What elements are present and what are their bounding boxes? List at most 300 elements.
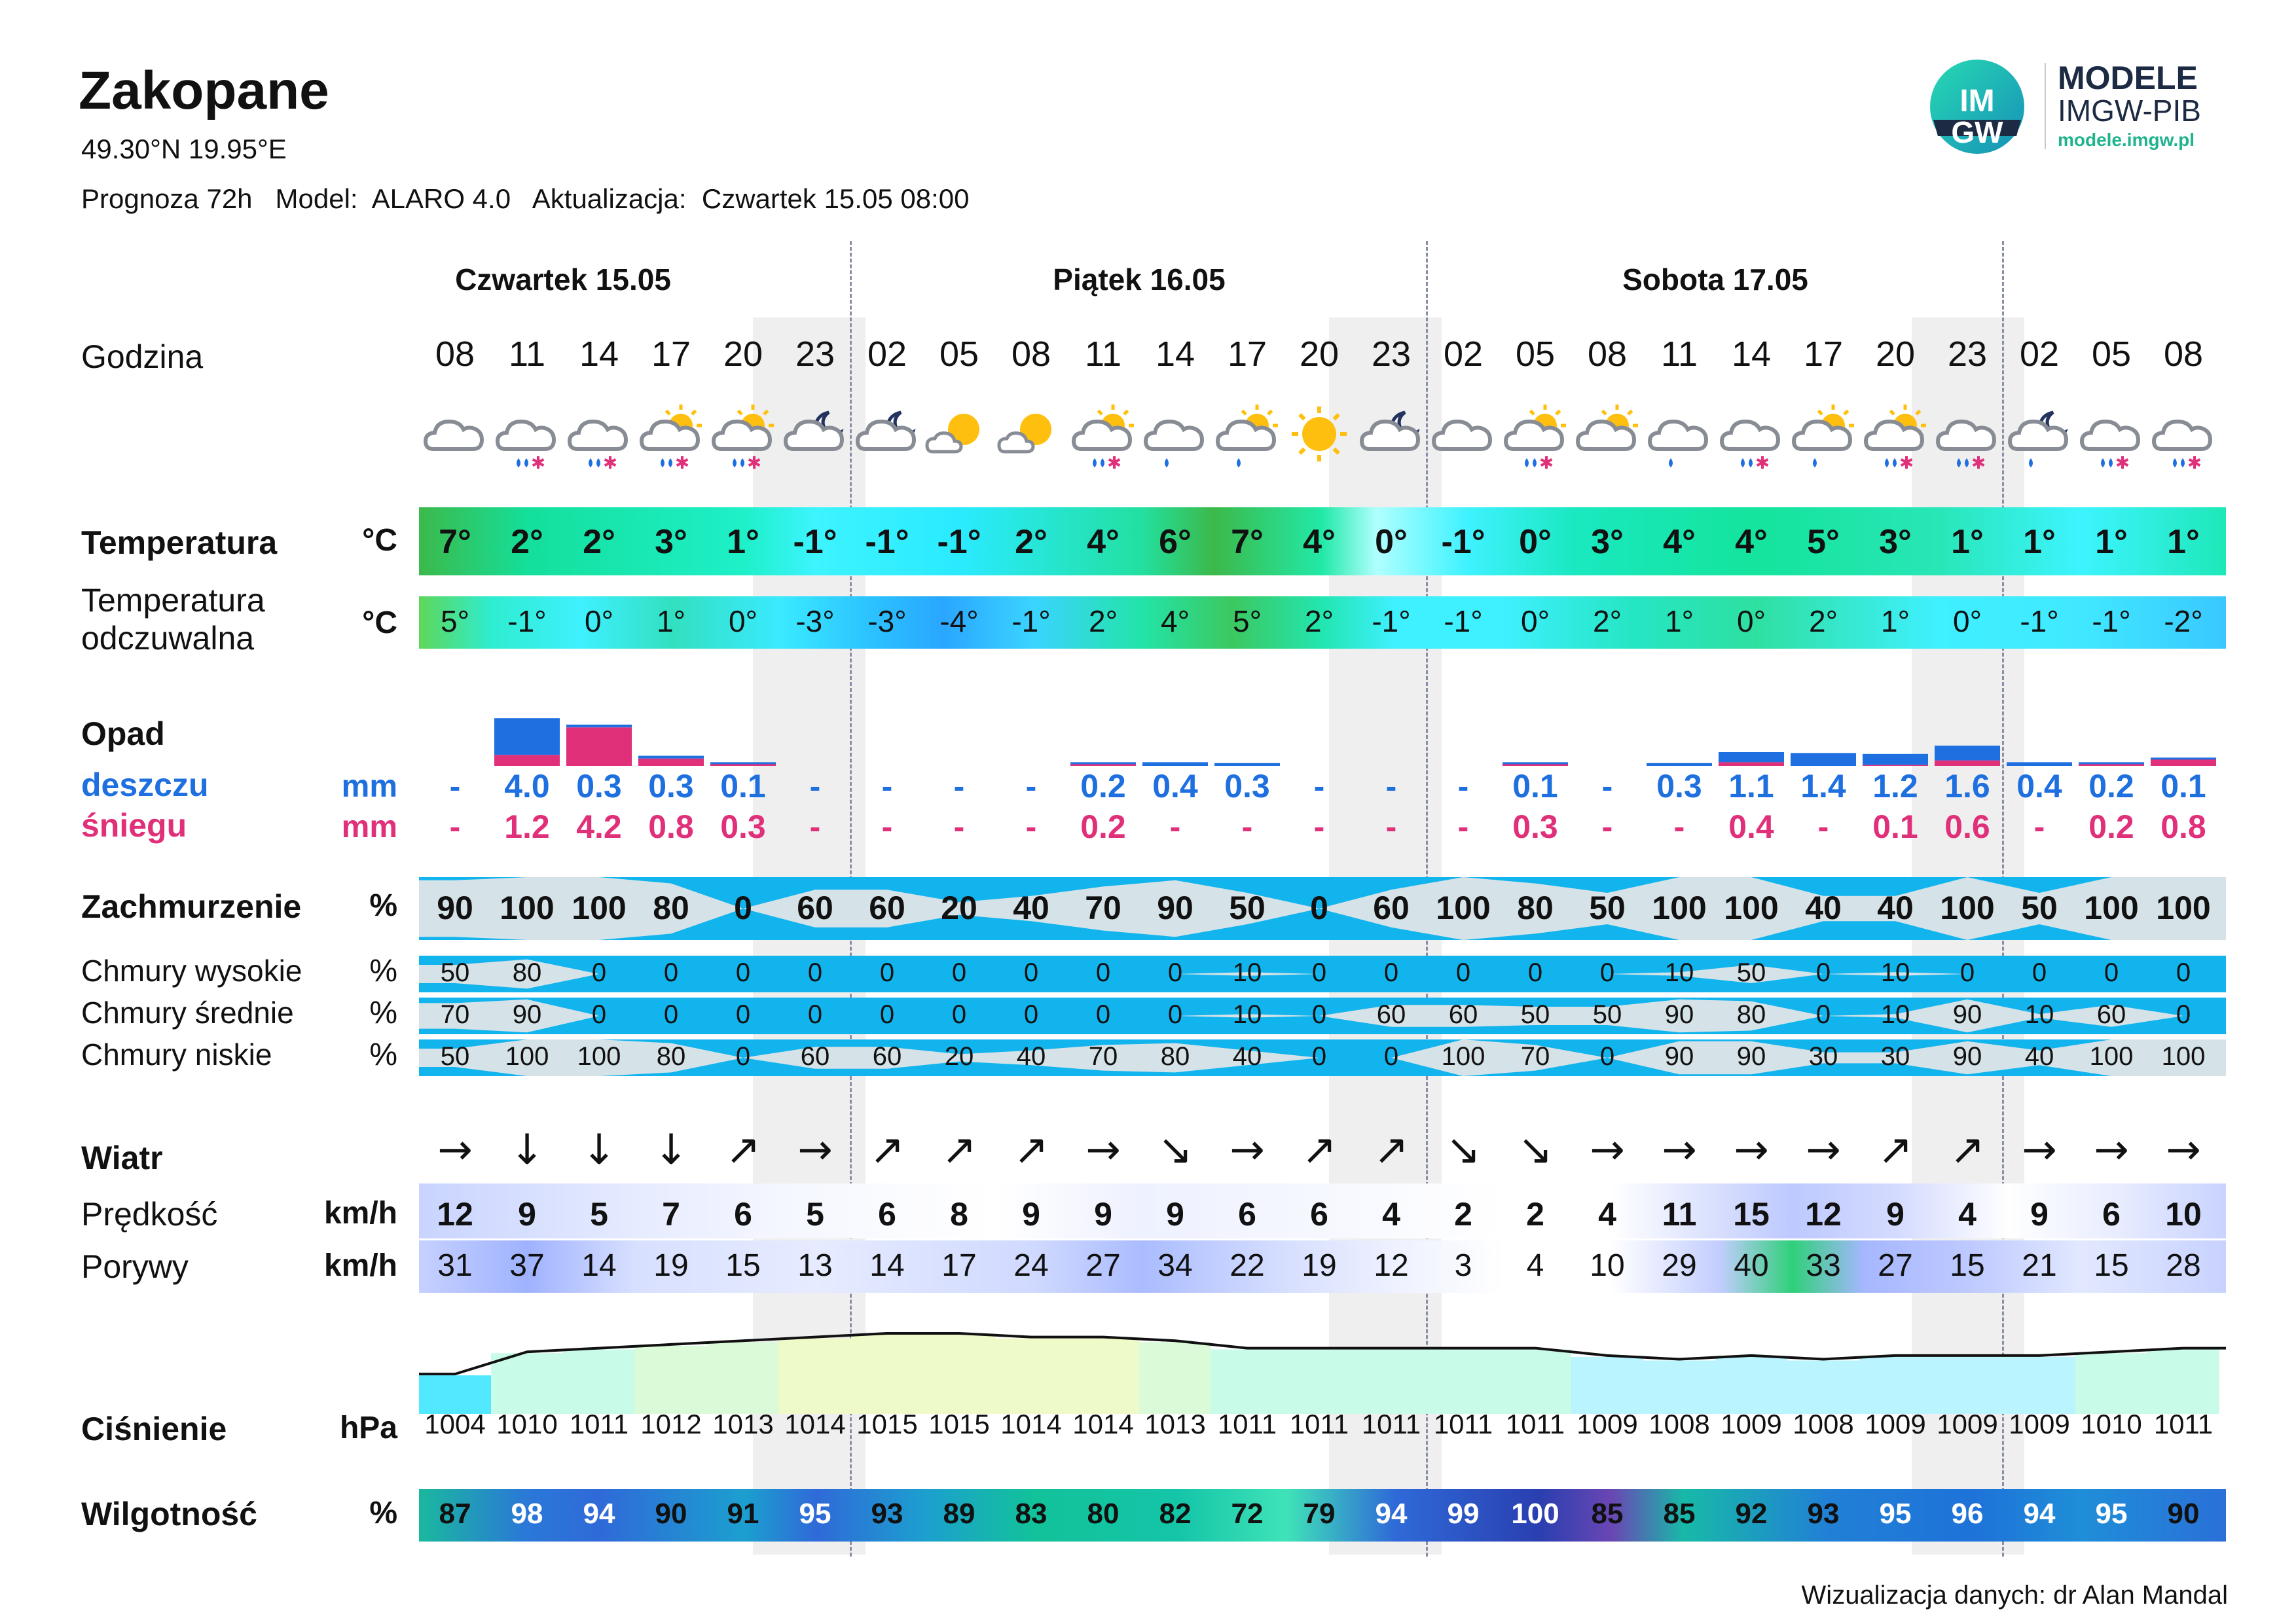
- wind-speed-value: 9: [1022, 1196, 1040, 1233]
- unit-temperatura: °C: [362, 523, 397, 558]
- wind-direction-icon: →: [2094, 1126, 2129, 1174]
- unit-predkosc: km/h: [323, 1196, 397, 1231]
- wind-direction-icon: ↗: [1878, 1126, 1913, 1174]
- rain-value: -: [1313, 768, 1325, 804]
- pressure-fill: [851, 1335, 923, 1414]
- hour-label: 17: [651, 334, 691, 374]
- cloud-total-value: 50: [1229, 890, 1266, 926]
- pressure-fill: [1571, 1357, 1643, 1414]
- wind-speed-value: 6: [878, 1196, 896, 1233]
- wind-gust-value: 3: [1454, 1248, 1472, 1283]
- cloud-mid-value: 80: [1736, 1000, 1766, 1029]
- wind-gust-value: 37: [509, 1248, 545, 1283]
- wind-direction-icon: →: [797, 1126, 833, 1174]
- label-wiatr: Wiatr: [81, 1140, 163, 1176]
- svg-text:✱: ✱: [603, 454, 617, 470]
- pressure-value: 1011: [2153, 1409, 2214, 1439]
- cloud-low-value: 50: [440, 1042, 470, 1071]
- wind-direction-icon: ↘: [1446, 1126, 1481, 1174]
- cloud-mid-value: 60: [2096, 1000, 2126, 1029]
- cloud-low-value: 60: [872, 1042, 902, 1071]
- rain-value: 0.4: [2016, 768, 2062, 804]
- feels-like-value: 0°: [585, 604, 613, 638]
- wind-speed-value: 10: [2165, 1196, 2202, 1233]
- wind-direction-icon: ↗: [941, 1126, 977, 1174]
- partly-sun-rain-snow-icon: [707, 398, 779, 470]
- feels-like-value: -3°: [795, 604, 835, 638]
- cloud-high-value: 50: [1736, 958, 1766, 987]
- wind-speed-value: 9: [1886, 1196, 1904, 1233]
- feels-like-value: 2°: [1593, 604, 1622, 638]
- svg-text:✱: ✱: [531, 454, 545, 470]
- wind-direction-icon: →: [2166, 1126, 2201, 1174]
- pressure-fill: [1931, 1357, 2003, 1414]
- cloud-high-value: 0: [1095, 958, 1111, 987]
- pressure-value: 1009: [1576, 1409, 1638, 1439]
- cloud-total-value: 40: [1013, 890, 1049, 926]
- feels-like-value: 5°: [441, 604, 469, 638]
- cloud-total-value: 0: [1310, 890, 1328, 926]
- partly-sun-icon: [1571, 398, 1643, 470]
- pressure-fill: [779, 1339, 851, 1414]
- wind-speed-value: 6: [734, 1196, 752, 1233]
- cloud-high-value: 0: [2032, 958, 2047, 987]
- humidity-value: 95: [2095, 1498, 2128, 1530]
- hour-label: 11: [1084, 334, 1122, 374]
- rain-bar: [1935, 746, 2000, 760]
- wind-direction-icon: ↘: [1518, 1126, 1553, 1174]
- humidity-value: 72: [1231, 1498, 1264, 1530]
- cloud-low-value: 100: [2089, 1042, 2134, 1071]
- temperature-value: 7°: [1231, 523, 1264, 561]
- pressure-value: 1011: [1361, 1409, 1421, 1439]
- cloud-low-value: 70: [1520, 1042, 1550, 1071]
- cloud-icon: [419, 398, 491, 470]
- pressure-fill: [1283, 1350, 1355, 1414]
- snow-bar: [566, 727, 632, 766]
- wind-gust-value: 15: [725, 1248, 761, 1283]
- footer-credit: Wizualizacja danych: dr Alan Mandal: [1801, 1581, 2228, 1610]
- cloud-high-value: 0: [2104, 958, 2119, 987]
- wind-direction-icon: ↗: [1374, 1126, 1409, 1174]
- hour-label: 05: [2091, 334, 2132, 374]
- hour-label: 20: [1299, 334, 1339, 374]
- cloud-total-value: 40: [1805, 890, 1842, 926]
- label-chmury-niskie: Chmury niskie: [81, 1038, 272, 1072]
- pressure-fill: [995, 1339, 1067, 1414]
- rain-value: -: [1025, 768, 1037, 804]
- pressure-fill: [491, 1353, 563, 1414]
- rain-value: -: [1601, 768, 1613, 804]
- cloud-moon-icon: [1355, 398, 1427, 470]
- label-zachmurzenie: Zachmurzenie: [81, 888, 302, 925]
- cloud-low-value: 20: [944, 1042, 974, 1071]
- rain-bar: [1719, 752, 1784, 762]
- hour-label: 11: [1660, 334, 1698, 374]
- rain-value: -: [1385, 768, 1397, 804]
- wind-speed-value: 2: [1454, 1196, 1472, 1233]
- rain-value: 0.2: [1080, 768, 1126, 804]
- feels-like-value: 0°: [1737, 604, 1766, 638]
- cloud-high-value: 0: [1023, 958, 1039, 987]
- label-sniegu: śniegu: [81, 807, 187, 844]
- svg-text:✱: ✱: [675, 454, 689, 470]
- sun-cloud-icon: [995, 398, 1067, 470]
- cloud-rain-snow-icon: [2075, 398, 2147, 470]
- svg-text:✱: ✱: [2187, 454, 2202, 470]
- rain-bar: [710, 762, 776, 764]
- unit-sniegu: mm: [341, 810, 397, 844]
- cloud-total-value: 20: [941, 890, 977, 926]
- temperature-value: 4°: [1087, 523, 1120, 561]
- wind-speed-value: 7: [662, 1196, 680, 1233]
- cloud-total-value: 100: [572, 890, 627, 926]
- partly-sun-rain-snow-icon: [635, 398, 707, 470]
- cloud-total-value: 50: [2021, 890, 2058, 926]
- coordinates: 49.30°N 19.95°E: [81, 134, 287, 164]
- cloud-high-value: 50: [440, 958, 470, 987]
- wind-direction-icon: →: [1590, 1126, 1625, 1174]
- cloud-rain-snow-icon: [2147, 398, 2219, 470]
- snow-value: -: [1385, 808, 1397, 845]
- snow-value: -: [881, 808, 893, 845]
- hour-label: 20: [1875, 334, 1916, 374]
- feels-like-value: 1°: [1665, 604, 1694, 638]
- wind-direction-icon: →: [1230, 1126, 1265, 1174]
- rain-value: 4.0: [504, 768, 550, 804]
- label-porywy: Porywy: [81, 1248, 189, 1285]
- temperature-value: 2°: [511, 523, 543, 561]
- snow-bar: [1863, 765, 1928, 766]
- pressure-fill: [1499, 1350, 1571, 1414]
- wind-direction-icon: ↓: [509, 1126, 545, 1174]
- pressure-value: 1009: [1865, 1409, 1926, 1439]
- hour-label: 23: [1947, 334, 1988, 374]
- cloud-mid-value: 90: [1664, 1000, 1694, 1029]
- pressure-value: 1009: [1937, 1409, 1998, 1439]
- hour-label: 08: [1587, 334, 1628, 374]
- pressure-fill: [2075, 1353, 2147, 1414]
- wind-direction-icon: →: [1806, 1126, 1841, 1174]
- wind-gust-value: 31: [437, 1248, 473, 1283]
- unit-odczuwalna: °C: [362, 605, 397, 640]
- wind-direction-icon: ↓: [653, 1126, 689, 1174]
- snow-bar: [2079, 764, 2144, 766]
- cloud-mid-value: 0: [591, 1000, 607, 1029]
- cloud-mid-value: 0: [2176, 1000, 2191, 1029]
- cloud-low-value: 80: [1160, 1042, 1190, 1071]
- hour-label: 08: [1011, 334, 1051, 374]
- pressure-fill: [1427, 1350, 1499, 1414]
- temperature-value: 7°: [439, 523, 471, 561]
- snow-bar: [1935, 761, 2000, 766]
- hour-label: 05: [939, 334, 979, 374]
- pressure-fill: [635, 1346, 707, 1414]
- svg-text:✱: ✱: [1539, 454, 1554, 470]
- cloud-rain-snow-icon: [563, 398, 635, 470]
- cloud-total-value: 100: [2156, 890, 2211, 926]
- wind-gust-value: 15: [2094, 1248, 2129, 1283]
- snow-value: -: [953, 808, 965, 845]
- svg-text:✱: ✱: [1971, 454, 1986, 470]
- wind-gust-value: 27: [1878, 1248, 1913, 1283]
- wind-gust-value: 33: [1806, 1248, 1841, 1283]
- cloud-total-value: 0: [734, 890, 752, 926]
- wind-gust-value: 12: [1374, 1248, 1409, 1283]
- feels-like-value: 1°: [657, 604, 685, 638]
- rain-bar: [1070, 762, 1136, 764]
- cloud-low-value: 40: [2024, 1042, 2054, 1071]
- cloud-low-value: 40: [1232, 1042, 1262, 1071]
- cloud-low-value: 100: [577, 1042, 621, 1071]
- rain-value: 1.2: [1872, 768, 1918, 804]
- snow-value: 0.4: [1728, 808, 1774, 845]
- cloud-mid-value: 10: [2024, 1000, 2054, 1029]
- wind-direction-icon: ↗: [725, 1126, 761, 1174]
- snow-value: 0.1: [1872, 808, 1918, 845]
- hour-label: 23: [1371, 334, 1412, 374]
- page-title: Zakopane: [79, 61, 329, 120]
- temperature-value: 0°: [1375, 523, 1408, 561]
- cloud-high-value: 10: [1232, 958, 1262, 987]
- cloud-total-value: 60: [797, 890, 833, 926]
- rain-value: 0.4: [1152, 768, 1198, 804]
- cloud-total-value: 100: [1940, 890, 1995, 926]
- wind-gust-value: 14: [581, 1248, 617, 1283]
- feels-like-value: 0°: [1953, 604, 1982, 638]
- temperature-value: 5°: [1807, 523, 1840, 561]
- wind-speed-value: 4: [1958, 1196, 1977, 1233]
- unit-deszczu: mm: [341, 769, 397, 804]
- pressure-value: 1013: [712, 1409, 774, 1439]
- wind-speed-value: 5: [590, 1196, 608, 1233]
- pressure-value: 1004: [424, 1409, 486, 1439]
- rain-value: 1.4: [1800, 768, 1846, 804]
- rain-bar: [1142, 762, 1208, 766]
- humidity-value: 95: [1879, 1498, 1912, 1530]
- humidity-value: 83: [1015, 1498, 1048, 1530]
- humidity-value: 85: [1591, 1498, 1624, 1530]
- label-opad: Opad: [81, 715, 165, 752]
- cloud-high-value: 10: [1664, 958, 1694, 987]
- humidity-value: 92: [1735, 1498, 1768, 1530]
- rain-bar: [1863, 754, 1928, 765]
- wind-speed-value: 9: [2030, 1196, 2049, 1233]
- unit-chmury-srednie: %: [369, 996, 397, 1030]
- pressure-value: 1011: [1433, 1409, 1493, 1439]
- cloud-mid-value: 0: [807, 1000, 823, 1029]
- cloud-high-value: 0: [1599, 958, 1615, 987]
- cloud-icon: [1427, 398, 1499, 470]
- snow-value: 0.8: [2160, 808, 2206, 845]
- wind-gust-value: 21: [2022, 1248, 2057, 1283]
- feels-like-value: 2°: [1305, 604, 1334, 638]
- pressure-fill: [1859, 1357, 1931, 1414]
- wind-gust-value: 29: [1662, 1248, 1697, 1283]
- cloud-mid-value: 0: [879, 1000, 895, 1029]
- pressure-value: 1010: [496, 1409, 558, 1439]
- humidity-value: 87: [439, 1498, 471, 1530]
- rain-value: 0.3: [1224, 768, 1270, 804]
- hour-label: 14: [1155, 334, 1195, 374]
- temperature-value: -1°: [937, 523, 981, 561]
- hour-label: 11: [508, 334, 546, 374]
- cloud-mid-value: 0: [1095, 1000, 1111, 1029]
- hour-label: 23: [795, 334, 835, 374]
- pressure-value: 1008: [1649, 1409, 1710, 1439]
- wind-gust-value: 4: [1526, 1248, 1544, 1283]
- hour-label: 17: [1803, 334, 1844, 374]
- cloud-moon-rain-icon: [2003, 398, 2075, 470]
- svg-text:✱: ✱: [747, 454, 761, 470]
- humidity-value: 90: [655, 1498, 687, 1530]
- wind-speed-value: 4: [1598, 1196, 1616, 1233]
- wind-speed-value: 4: [1382, 1196, 1400, 1233]
- cloud-low-value: 90: [1736, 1042, 1766, 1071]
- sun-cloud-icon: [923, 398, 995, 470]
- logo-url[interactable]: modele.imgw.pl: [2058, 130, 2195, 150]
- cloud-low-value: 30: [1808, 1042, 1838, 1071]
- pressure-fill: [1067, 1339, 1139, 1414]
- temperature-value: 1°: [2023, 523, 2056, 561]
- cloud-low-value: 100: [2161, 1042, 2206, 1071]
- cloud-total-value: 40: [1877, 890, 1914, 926]
- snow-value: -: [1817, 808, 1829, 845]
- cloud-low-value: 90: [1664, 1042, 1694, 1071]
- rain-value: -: [1457, 768, 1469, 804]
- wind-speed-value: 12: [1805, 1196, 1842, 1233]
- humidity-value: 100: [1511, 1498, 1559, 1530]
- cloud-total-value: 100: [500, 890, 555, 926]
- pressure-fill: [1211, 1350, 1283, 1414]
- snow-bar: [1719, 762, 1784, 766]
- wind-gust-value: 13: [797, 1248, 833, 1283]
- cloud-high-value: 10: [1880, 958, 1910, 987]
- humidity-value: 93: [871, 1498, 903, 1530]
- cloud-total-value: 60: [869, 890, 905, 926]
- snow-value: 1.2: [504, 808, 550, 845]
- hour-label: 20: [723, 334, 763, 374]
- snow-value: -: [2033, 808, 2045, 845]
- label-predkosc: Prędkość: [81, 1196, 218, 1233]
- wind-speed-value: 9: [1166, 1196, 1184, 1233]
- snow-bar: [2151, 759, 2216, 766]
- pressure-value: 1014: [784, 1409, 846, 1439]
- rain-bar: [2151, 757, 2216, 759]
- unit-zachmurzenie: %: [369, 888, 397, 923]
- cloud-high-value: 0: [1959, 958, 1975, 987]
- unit-cisnienie: hPa: [339, 1411, 397, 1445]
- temperature-value: 3°: [655, 523, 687, 561]
- pressure-value: 1015: [856, 1409, 918, 1439]
- rain-value: 1.6: [1944, 768, 1990, 804]
- day-header: Czwartek 15.05: [455, 262, 671, 297]
- cloud-low-value: 0: [1383, 1042, 1399, 1071]
- partly-sun-rain-icon: [1787, 398, 1859, 470]
- cloud-low-value: 0: [1311, 1042, 1327, 1071]
- cloud-mid-value: 90: [1952, 1000, 1982, 1029]
- pressure-fill: [923, 1335, 995, 1414]
- pressure-fill: [1715, 1357, 1787, 1414]
- pressure-fill: [2003, 1357, 2075, 1414]
- humidity-value: 98: [511, 1498, 543, 1530]
- pressure-value: 1013: [1144, 1409, 1206, 1439]
- snow-value: -: [809, 808, 821, 845]
- wind-speed-value: 6: [2102, 1196, 2121, 1233]
- partly-sun-rain-snow-icon: [1859, 398, 1931, 470]
- label-temperatura: Temperatura: [81, 524, 278, 561]
- cloud-mid-value: 70: [440, 1000, 470, 1029]
- cloud-low-value: 70: [1088, 1042, 1118, 1071]
- hour-label: 17: [1227, 334, 1267, 374]
- wind-direction-icon: ↗: [1950, 1126, 1985, 1174]
- cloud-low-value: 90: [1952, 1042, 1982, 1071]
- hour-label: 08: [435, 334, 475, 374]
- forecast-meta: Prognoza 72h Model: ALARO 4.0 Aktualizacja: Czwartek 15.05 08:00: [81, 183, 970, 214]
- snow-value: 0.2: [1080, 808, 1126, 845]
- rain-bar: [2079, 762, 2144, 764]
- cloud-high-value: 0: [1311, 958, 1327, 987]
- cloud-high-value: 0: [879, 958, 895, 987]
- rain-bar: [1503, 762, 1568, 764]
- wind-direction-icon: →: [1085, 1126, 1121, 1174]
- feels-like-value: -1°: [507, 604, 547, 638]
- logo-line2: IMGW-PIB: [2058, 94, 2201, 128]
- cloud-mid-value: 0: [735, 1000, 751, 1029]
- pressure-chart: [419, 1316, 2226, 1414]
- wind-gust-value: 24: [1013, 1248, 1049, 1283]
- rain-value: 0.3: [648, 768, 694, 804]
- cloud-high-value: 80: [512, 958, 542, 987]
- label-cisnienie: Ciśnienie: [81, 1411, 227, 1447]
- snow-bar: [1070, 764, 1136, 766]
- cloud-total-value: 100: [1652, 890, 1707, 926]
- svg-text:✱: ✱: [2115, 454, 2130, 470]
- feels-like-value: -4°: [939, 604, 979, 638]
- pressure-fill: [707, 1342, 779, 1414]
- wind-direction-icon: →: [1734, 1126, 1769, 1174]
- cloud-mid-value: 60: [1376, 1000, 1406, 1029]
- cloud-high-value: 0: [1527, 958, 1543, 987]
- cloud-total-value: 100: [1724, 890, 1779, 926]
- wind-speed-value: 9: [1094, 1196, 1112, 1233]
- cloud-total-value: 80: [1517, 890, 1554, 926]
- feels-like-value: 1°: [1881, 604, 1910, 638]
- wind-speed-value: 11: [1662, 1196, 1697, 1233]
- cloud-mid-value: 10: [1880, 1000, 1910, 1029]
- temperature-value: 0°: [1519, 523, 1552, 561]
- snow-value: -: [1241, 808, 1253, 845]
- cloud-mid-value: 0: [1167, 1000, 1183, 1029]
- cloud-low-value: 100: [505, 1042, 549, 1071]
- svg-text:✱: ✱: [1899, 454, 1914, 470]
- hour-label: 14: [579, 334, 619, 374]
- pressure-value: 1010: [2081, 1409, 2142, 1439]
- day-header: Piątek 16.05: [1053, 262, 1226, 297]
- snow-value: -: [1673, 808, 1685, 845]
- temperature-value: 4°: [1735, 523, 1768, 561]
- feels-like-value: -3°: [867, 604, 907, 638]
- cloud-total-value: 100: [1436, 890, 1491, 926]
- rain-value: 0.1: [2160, 768, 2206, 804]
- rain-bar: [638, 756, 704, 759]
- imgw-logo: [1928, 58, 2229, 156]
- wind-speed-value: 6: [1310, 1196, 1328, 1233]
- rain-bar: [1647, 763, 1712, 766]
- wind-direction-icon: →: [1662, 1126, 1697, 1174]
- feels-like-value: 2°: [1089, 604, 1118, 638]
- temperature-value: 2°: [583, 523, 615, 561]
